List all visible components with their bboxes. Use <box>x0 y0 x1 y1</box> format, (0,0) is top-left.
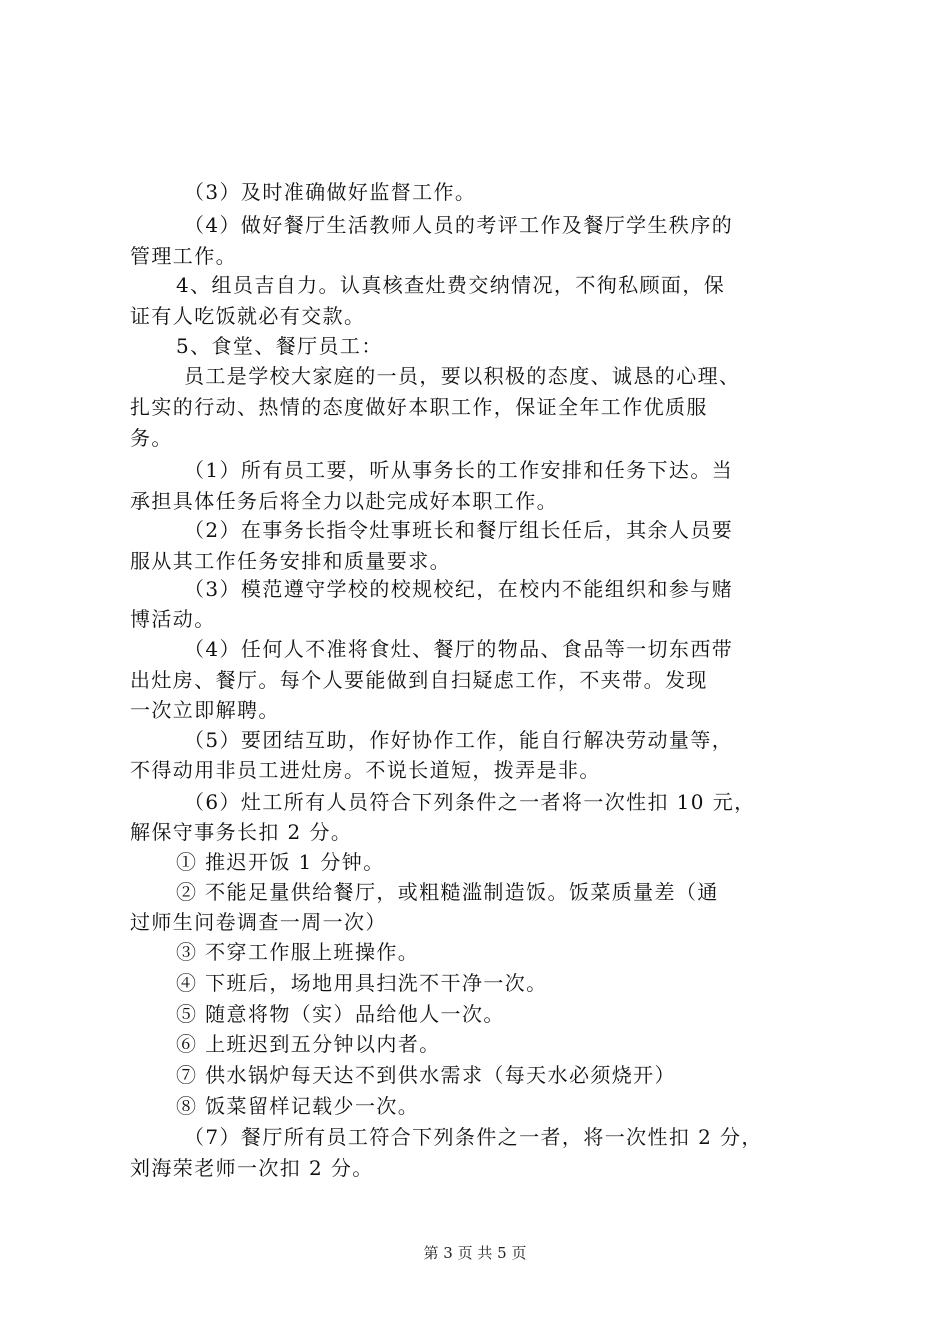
text-line: 过师生问卷调查一周一次） <box>130 910 387 934</box>
text-line: 博活动。 <box>130 607 216 631</box>
text-line: 出灶房、餐厅。每个人要能做到自扫疑虑工作，不夹带。发现 <box>130 668 708 692</box>
text-line: 不得动用非员工进灶房。不说长道短，拨弄是非。 <box>130 758 601 782</box>
text-line: （2）在事务长指令灶事班长和餐厅组长任后，其余人员要 <box>184 518 734 542</box>
text-line: 刘海荣老师一次扣 2 分。 <box>130 1156 374 1180</box>
text-line: ③ 不穿工作服上班操作。 <box>176 940 420 964</box>
text-line: （4）任何人不准将食灶、餐厅的物品、食品等一切东西带 <box>184 637 734 661</box>
text-line: （3）模范遵守学校的校规校纪，在校内不能组织和参与赌 <box>184 577 734 601</box>
text-line: ⑥ 上班迟到五分钟以内者。 <box>176 1032 441 1056</box>
text-line: （1）所有员工要，听从事务长的工作安排和任务下达。当 <box>184 458 734 482</box>
text-line: 管理工作。 <box>130 244 237 268</box>
text-line: 一次立即解聘。 <box>130 698 280 722</box>
text-line: 证有人吃饭就必有交款。 <box>130 304 366 328</box>
text-line: 4、组员吉自力。认真核查灶费交纳情况，不徇私顾面，保 <box>176 273 726 297</box>
text-line: ① 推迟开饭 1 分钟。 <box>176 850 385 874</box>
text-line: （5）要团结互助，作好协作工作，能自行解决劳动量等， <box>184 728 734 752</box>
text-line: （3）及时准确做好监督工作。 <box>184 180 477 204</box>
text-line: 5、食堂、餐厅员工： <box>176 334 383 358</box>
text-line: ② 不能足量供给餐厅，或粗糙滥制造饭。饭菜质量差（通 <box>176 880 719 904</box>
text-line: （4）做好餐厅生活教师人员的考评工作及餐厅学生秩序的 <box>184 213 734 237</box>
text-line: 服从其工作任务安排和质量要求。 <box>130 549 451 573</box>
text-line: ⑤ 随意将物（实）品给他人一次。 <box>176 1002 505 1026</box>
text-line: ⑧ 饭菜留样记载少一次。 <box>176 1094 420 1118</box>
text-line: 解保守事务长扣 2 分。 <box>130 820 353 844</box>
text-line: （6）灶工所有人员符合下列条件之一者将一次性扣 10 元， <box>184 790 756 814</box>
text-line: ④ 下班后，场地用具扫洗不干净一次。 <box>176 971 548 995</box>
text-line: ⑦ 供水锅炉每天达不到供水需求（每天水必须烧开） <box>176 1063 676 1087</box>
page-number-footer: 第 3 页 共 5 页 <box>423 1244 527 1262</box>
text-line: （7）餐厅所有员工符合下列条件之一者，将一次性扣 2 分， <box>184 1125 763 1149</box>
text-line: 务。 <box>130 426 173 450</box>
text-line: 扎实的行动、热情的态度做好本职工作，保证全年工作优质服 <box>130 395 708 419</box>
text-line: 员工是学校大家庭的一员，要以积极的态度、诚恳的心理、 <box>184 364 741 388</box>
text-line: 承担具体任务后将全力以赴完成好本职工作。 <box>130 489 558 513</box>
